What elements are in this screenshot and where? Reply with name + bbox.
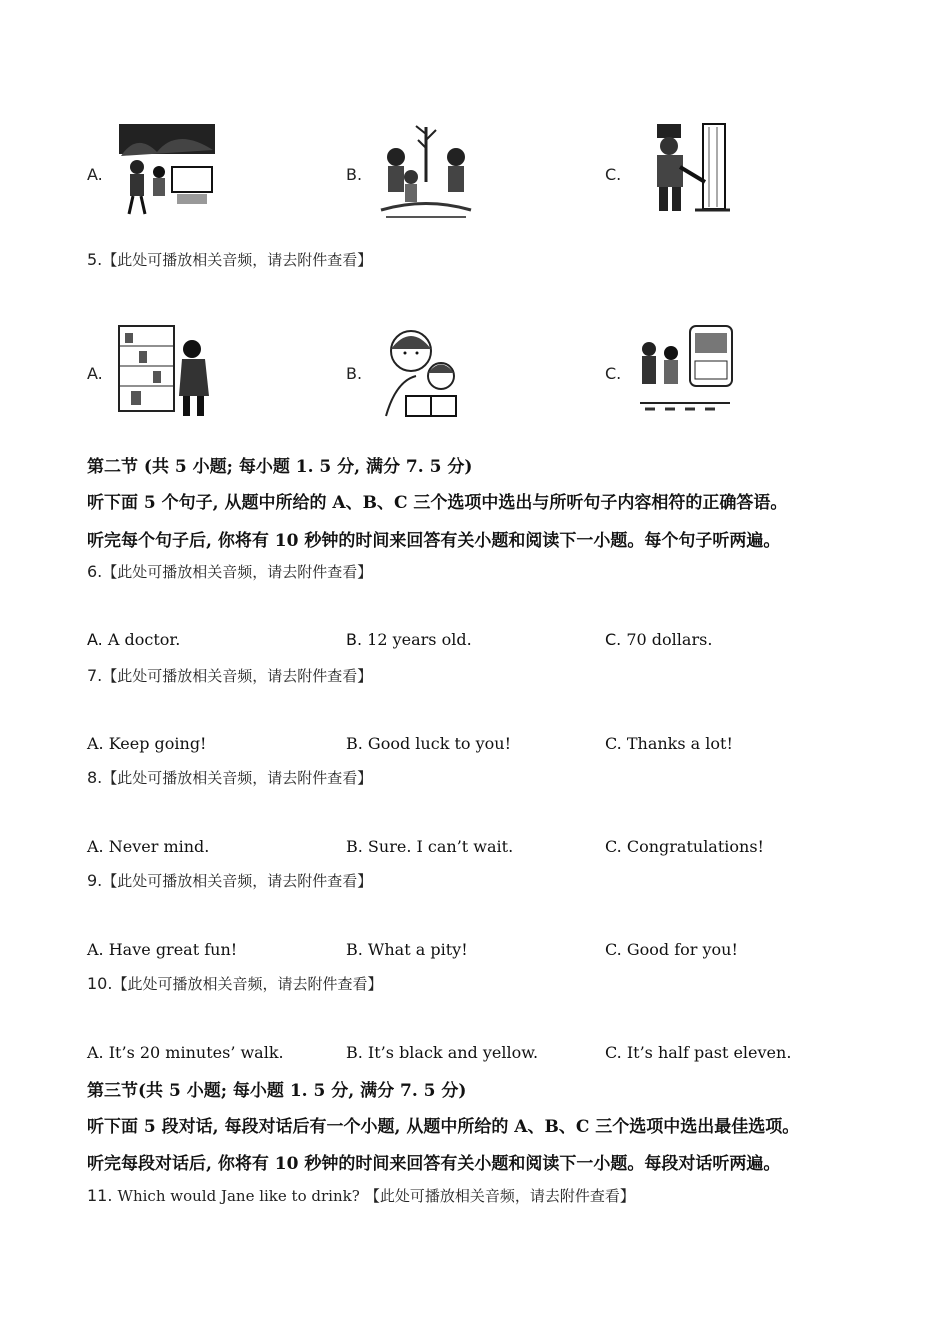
picture-options-q4: [87, 122, 887, 222]
option-b[interactable]: B. Good luck to you!: [346, 734, 512, 753]
option-c[interactable]: C. Good for you!: [605, 940, 738, 959]
option-letter: A.: [87, 364, 103, 383]
question-6: [87, 561, 372, 582]
question-number: 5.: [87, 250, 103, 269]
option-letter: A.: [87, 165, 103, 184]
man-cutting-tree-picture: [635, 122, 735, 222]
option-letter: B.: [346, 364, 363, 383]
question-number: 6.: [87, 562, 103, 581]
option-b[interactable]: B. 12 years old.: [346, 630, 472, 649]
question-number: 11.: [87, 1186, 113, 1205]
options-q6: [87, 630, 887, 652]
question-7: [87, 665, 372, 686]
people-at-stall-picture: [117, 122, 217, 222]
option-a[interactable]: A. Keep going!: [87, 734, 207, 753]
audio-placeholder[interactable]: 【此处可播放相关音频，请去附件查看】: [364, 1187, 635, 1205]
option-c[interactable]: C. Thanks a lot!: [605, 734, 733, 753]
option-a[interactable]: A. Never mind.: [87, 837, 210, 856]
question-11: [87, 1185, 635, 1206]
options-q8: [87, 837, 887, 859]
option-letter: C.: [605, 165, 622, 184]
option-c[interactable]: C. Congratulations!: [605, 837, 764, 856]
question-9: [87, 870, 372, 891]
audio-placeholder[interactable]: 【此处可播放相关音频，请去附件查看】: [102, 667, 373, 685]
option-a[interactable]: A. A doctor.: [87, 630, 181, 649]
option-a[interactable]: A. Have great fun!: [87, 940, 238, 959]
question-5: [87, 249, 372, 270]
section3-instruction-1: 听下面 5 段对话, 每段对话后有一个小题, 从题中所给的 A、B、C 三个选项中选出最佳选项。: [87, 1117, 800, 1137]
audio-placeholder[interactable]: 【此处可播放相关音频，请去附件查看】: [102, 872, 373, 890]
people-crossing-road-picture: [635, 321, 735, 421]
option-a[interactable]: A. It’s 20 minutes’ walk.: [87, 1043, 284, 1062]
question-number: 10.: [87, 974, 113, 993]
section2-instruction-2: 听完每个句子后, 你将有 10 秒钟的时间来回答有关小题和阅读下一小题。每个句子听两遍。: [87, 531, 781, 551]
option-letter: B.: [346, 165, 363, 184]
question-number: 7.: [87, 666, 103, 685]
audio-placeholder[interactable]: 【此处可播放相关音频，请去附件查看】: [102, 563, 373, 581]
picture-options-q5: [87, 321, 887, 421]
section3-title: 第三节(共 5 小题; 每小题 1. 5 分, 满分 7. 5 分): [87, 1081, 467, 1101]
woman-shopping-picture: [117, 321, 217, 421]
options-q10: [87, 1043, 887, 1065]
section2-instruction-1: 听下面 5 个句子, 从题中所给的 A、B、C 三个选项中选出与所听句子内容相符的正确答语。: [87, 493, 788, 513]
audio-placeholder[interactable]: 【此处可播放相关音频，请去附件查看】: [102, 251, 373, 269]
options-q9: [87, 940, 887, 962]
section2-title: 第二节 (共 5 小题; 每小题 1. 5 分, 满分 7. 5 分): [87, 457, 473, 477]
children-planting-tree-picture: [376, 122, 476, 222]
question-number: 8.: [87, 768, 103, 787]
question-text: Which would Jane like to drink?: [117, 1187, 360, 1205]
options-q7: [87, 734, 887, 756]
option-c[interactable]: C. 70 dollars.: [605, 630, 713, 649]
option-b[interactable]: B. Sure. I can’t wait.: [346, 837, 514, 856]
question-8: [87, 767, 372, 788]
question-10: [87, 973, 382, 994]
audio-placeholder[interactable]: 【此处可播放相关音频，请去附件查看】: [102, 769, 373, 787]
question-number: 9.: [87, 871, 103, 890]
mother-reading-with-child-picture: [376, 321, 476, 421]
audio-placeholder[interactable]: 【此处可播放相关音频，请去附件查看】: [112, 975, 383, 993]
option-c[interactable]: C. It’s half past eleven.: [605, 1043, 792, 1062]
option-b[interactable]: B. It’s black and yellow.: [346, 1043, 539, 1062]
option-letter: C.: [605, 364, 622, 383]
section3-instruction-2: 听完每段对话后, 你将有 10 秒钟的时间来回答有关小题和阅读下一小题。每段对话听两遍。: [87, 1154, 781, 1174]
option-b[interactable]: B. What a pity!: [346, 940, 468, 959]
